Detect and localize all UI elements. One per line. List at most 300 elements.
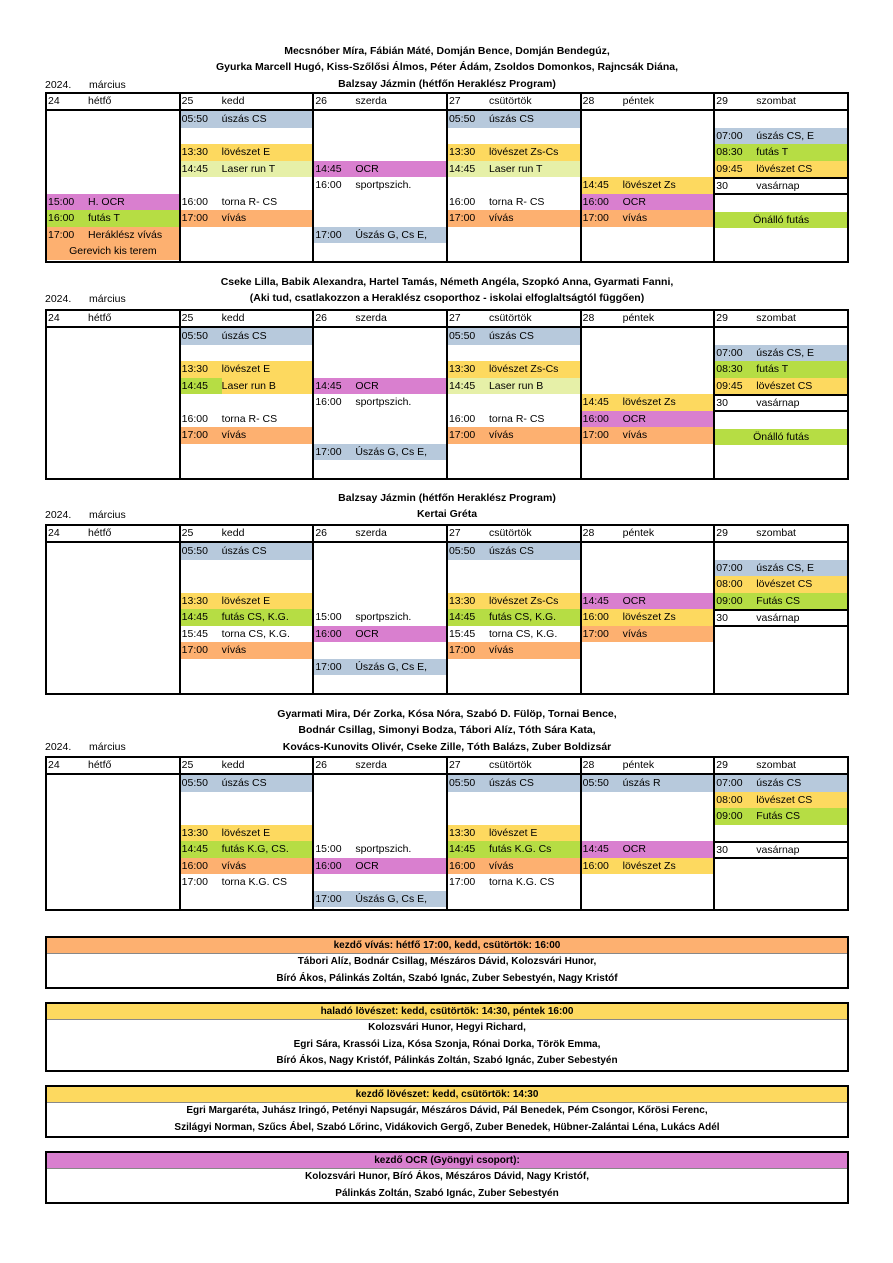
empty-slot xyxy=(314,210,446,227)
entry-time: 16:00 xyxy=(315,396,342,408)
empty-slot xyxy=(181,177,313,194)
empty-slot xyxy=(314,775,446,792)
schedule-entry xyxy=(181,858,313,875)
empty-slot xyxy=(47,593,179,610)
schedule-entry xyxy=(715,345,847,362)
empty-slot xyxy=(715,543,847,560)
schedule-entry xyxy=(715,775,847,792)
day-column-csütörtök xyxy=(447,310,581,479)
empty-slot xyxy=(715,195,847,212)
entry-label: Úszás G, Cs E, xyxy=(355,228,428,241)
schedule-entry xyxy=(314,891,446,908)
schedule-entry xyxy=(448,825,580,842)
day-column-szombat xyxy=(714,525,848,694)
entry-time: 17:00 xyxy=(315,228,342,241)
entry-label: vívás xyxy=(488,859,514,872)
entry-label: lövészet CS xyxy=(756,162,813,175)
day-name: kedd xyxy=(221,312,245,324)
empty-slot xyxy=(181,460,313,477)
schedule-entry xyxy=(448,609,580,626)
empty-slot xyxy=(582,792,714,809)
empty-slot xyxy=(47,891,179,908)
entry-time: 05:50 xyxy=(181,113,208,125)
day-number: 24 xyxy=(48,759,60,771)
empty-slot xyxy=(47,576,179,593)
entry-time: 17:00 xyxy=(181,429,208,441)
entry-label: úszás R xyxy=(622,777,661,789)
entry-label: úszás CS xyxy=(221,330,267,342)
schedule-entry xyxy=(448,210,580,227)
entry-time: 14:45 xyxy=(582,396,609,408)
entry-time: 07:00 xyxy=(716,777,743,789)
empty-slot xyxy=(47,378,179,395)
empty-slot xyxy=(448,659,580,676)
empty-slot xyxy=(582,144,714,161)
empty-slot xyxy=(181,891,313,908)
schedule-entry xyxy=(448,642,580,659)
entry-time: 05:50 xyxy=(582,777,609,789)
entry-time: 09:45 xyxy=(716,162,743,175)
day-number: 28 xyxy=(582,759,595,771)
entry-time: 16:00 xyxy=(582,611,609,623)
empty-slot xyxy=(181,560,313,577)
empty-slot xyxy=(715,245,847,262)
schedule-entry xyxy=(715,144,847,161)
entry-time: 09:00 xyxy=(716,594,743,607)
year-label: 2024. xyxy=(45,509,72,521)
empty-slot xyxy=(448,891,580,908)
empty-slot xyxy=(582,891,714,908)
day-name: kedd xyxy=(221,759,245,771)
day-number: 25 xyxy=(181,95,194,107)
schedule-entry xyxy=(715,792,847,809)
entry-time: 13:30 xyxy=(448,594,476,607)
empty-slot xyxy=(314,593,446,610)
schedule-entry xyxy=(181,825,313,842)
day-number: 28 xyxy=(582,95,595,107)
entry-time: 15:45 xyxy=(448,627,476,640)
day-number: 29 xyxy=(716,95,728,107)
entry-time: 08:00 xyxy=(716,793,743,806)
empty-slot xyxy=(181,675,313,692)
entry-time: 14:45 xyxy=(181,162,208,175)
empty-slot xyxy=(582,642,714,659)
entry-time: 14:45 xyxy=(448,611,476,623)
empty-slot xyxy=(314,576,446,593)
empty-slot xyxy=(448,177,580,194)
entry-time: 05:50 xyxy=(448,330,476,342)
entry-label: Futás CS xyxy=(756,594,801,607)
day-name: péntek xyxy=(622,95,655,107)
day-column-kedd xyxy=(180,757,314,910)
group-title-line: Kertai Gréta xyxy=(416,508,478,521)
day-header xyxy=(582,94,714,111)
empty-slot xyxy=(181,227,313,244)
entry-label: Úszás G, Cs E, xyxy=(355,660,428,673)
day-column-szerda xyxy=(313,93,447,262)
entry-label: sportpszich. xyxy=(355,396,412,408)
day-column-csütörtök xyxy=(447,525,581,694)
day-column-szombat xyxy=(714,93,848,262)
day-number: 26 xyxy=(315,759,327,771)
empty-slot xyxy=(47,609,179,626)
day-number: 24 xyxy=(48,312,60,324)
day-header xyxy=(181,94,313,111)
empty-slot xyxy=(715,677,847,694)
day-column-hétfő xyxy=(46,93,180,262)
schedule-entry xyxy=(181,543,313,560)
group-members-line: Szilágyi Norman, Szűcs Ábel, Szabó Lőrinc, Vidákovich Gergő, Zuber Benedek, Hübner-Zalántai Léna, Lukács Adél xyxy=(174,1121,720,1133)
empty-slot xyxy=(314,328,446,345)
empty-slot xyxy=(715,412,847,429)
empty-slot xyxy=(47,177,179,194)
empty-slot xyxy=(314,825,446,842)
day-number: 25 xyxy=(181,527,194,539)
entry-time: 07:00 xyxy=(716,561,743,574)
year-label: 2024. xyxy=(45,79,72,91)
schedule-entry xyxy=(715,808,847,825)
schedule-entry xyxy=(715,212,847,229)
day-header xyxy=(448,526,580,543)
month-label: március xyxy=(89,509,126,521)
empty-slot xyxy=(314,792,446,809)
empty-slot xyxy=(47,128,179,145)
empty-slot xyxy=(181,243,313,260)
day-number: 24 xyxy=(48,95,60,107)
entry-label: vívás xyxy=(488,429,514,441)
group-members-line: Tábori Alíz, Bodnár Csillag, Mészáros Dávid, Kolozsvári Hunor, xyxy=(297,956,597,967)
day-name: hétfő xyxy=(88,527,112,539)
schedule-entry xyxy=(448,161,580,178)
empty-slot xyxy=(582,874,714,891)
empty-slot xyxy=(47,858,179,875)
empty-slot xyxy=(47,775,179,792)
entry-time: 16:00 xyxy=(448,195,476,208)
schedule-entry xyxy=(448,775,580,792)
schedule-entry xyxy=(181,210,313,227)
entry-time: 17:00 xyxy=(448,212,476,224)
schedule-entry xyxy=(582,210,714,227)
entry-label: torna R- CS xyxy=(488,195,545,208)
entry-time: 15:00 xyxy=(315,611,342,623)
schedule-entry xyxy=(314,227,446,244)
day-name: hétfő xyxy=(88,312,112,324)
entry-label: úszás CS, E xyxy=(756,129,815,142)
day-column-szerda xyxy=(313,310,447,479)
entry-label: lövészet Zs xyxy=(622,859,676,872)
entry-time: 05:50 xyxy=(448,545,476,557)
day-column-péntek xyxy=(581,310,715,479)
empty-slot xyxy=(47,841,179,858)
entry-label: Heráklész vívás xyxy=(88,228,163,241)
schedule-entry xyxy=(582,609,714,626)
empty-slot xyxy=(314,543,446,560)
group-members-line: Kolozsvári Hunor, Hegyi Richard, xyxy=(368,1022,526,1033)
entry-label: futás T xyxy=(756,146,789,158)
empty-slot xyxy=(715,644,847,661)
empty-slot xyxy=(314,144,446,161)
empty-slot xyxy=(314,194,446,211)
entry-time: 14:45 xyxy=(181,378,222,395)
day-number: 25 xyxy=(181,312,194,324)
schedule-entry xyxy=(181,609,313,626)
entry-time: 16:00 xyxy=(315,179,342,191)
empty-slot xyxy=(47,460,179,477)
schedule-entry xyxy=(448,874,580,891)
entry-label: Gerevich kis terem xyxy=(69,245,157,257)
schedule-entry xyxy=(582,858,714,875)
entry-label: úszás CS xyxy=(221,777,267,789)
day-number: 26 xyxy=(315,95,327,107)
empty-slot xyxy=(715,660,847,677)
empty-slot xyxy=(47,659,179,676)
empty-slot xyxy=(181,128,313,145)
schedule-entry xyxy=(181,378,313,395)
entry-label: futás T xyxy=(756,363,789,375)
entry-time: 17:00 xyxy=(48,228,75,241)
entry-time: 13:30 xyxy=(181,594,208,607)
group-header: haladó lövészet: kedd, csütörtök: 14:30, péntek 16:00 xyxy=(47,1004,847,1020)
entry-label: lövészet CS xyxy=(756,793,813,806)
schedule-entry xyxy=(181,161,313,178)
empty-slot xyxy=(181,444,313,461)
entry-time: 08:00 xyxy=(716,578,743,590)
empty-slot xyxy=(715,627,847,644)
entry-label: Önálló futás xyxy=(753,430,810,443)
schedule-entry xyxy=(448,111,580,128)
schedule-entry xyxy=(181,642,313,659)
day-name: hétfő xyxy=(88,95,112,107)
empty-slot xyxy=(47,144,179,161)
day-number: 30 xyxy=(716,844,728,856)
day-number: 29 xyxy=(716,527,728,539)
entry-time: 09:00 xyxy=(716,810,743,822)
schedule-entry xyxy=(448,328,580,345)
entry-label: lövészet E xyxy=(221,363,271,375)
day-column-péntek xyxy=(581,525,715,694)
schedule-entry xyxy=(582,427,714,444)
empty-slot xyxy=(47,874,179,891)
entry-label: vívás xyxy=(221,212,247,224)
entry-label: lövészet Zs-Cs xyxy=(488,594,559,607)
empty-slot xyxy=(448,675,580,692)
group-title-line: Kovács-Kunovits Olivér, Cseke Zille, Tóth Balázs, Zuber Boldizsár xyxy=(282,740,612,753)
empty-slot xyxy=(47,427,179,444)
day-name: csütörtök xyxy=(488,759,532,771)
empty-slot xyxy=(47,825,179,842)
group-title-line: Gyarmati Mira, Dér Zorka, Kósa Nóra, Szabó D. Fülöp, Tornai Bence, xyxy=(277,708,617,720)
group-header: kezdő lövészet: kedd, csütörtök: 14:30 xyxy=(47,1087,847,1103)
schedule-entry xyxy=(448,543,580,560)
entry-time: 16:00 xyxy=(315,859,342,872)
day-name: vasárnap xyxy=(756,612,800,624)
empty-slot xyxy=(715,825,847,842)
entry-time: 05:50 xyxy=(448,777,476,789)
empty-slot xyxy=(582,560,714,577)
entry-time: 16:00 xyxy=(582,412,609,425)
schedule-entry xyxy=(448,858,580,875)
entry-label: torna K.G. CS xyxy=(488,876,555,888)
day-header xyxy=(448,758,580,775)
entry-label: OCR xyxy=(622,195,646,208)
empty-slot xyxy=(448,560,580,577)
day-name: szerda xyxy=(355,95,387,107)
entry-label: vívás xyxy=(221,644,247,656)
entry-time: 13:30 xyxy=(181,826,208,839)
empty-slot xyxy=(314,128,446,145)
schedule-entry xyxy=(582,177,714,194)
day-name: szerda xyxy=(355,527,387,539)
year-label: 2024. xyxy=(45,741,72,753)
entry-label: Úszás G, Cs E, xyxy=(355,892,428,905)
month-label: március xyxy=(89,79,126,91)
empty-slot xyxy=(47,626,179,643)
year-month-label xyxy=(45,740,126,754)
day-header xyxy=(314,311,446,328)
day-column-csütörtök xyxy=(447,757,581,910)
empty-slot xyxy=(314,675,446,692)
empty-slot xyxy=(582,328,714,345)
entry-label: lövészet Zs xyxy=(622,611,676,623)
sunday-header xyxy=(715,609,847,627)
empty-slot xyxy=(47,328,179,345)
schedule-entry xyxy=(448,593,580,610)
empty-slot xyxy=(448,394,580,411)
day-name: péntek xyxy=(622,759,655,771)
day-column-péntek xyxy=(581,757,715,910)
day-column-szombat xyxy=(714,757,848,910)
entry-time: 14:45 xyxy=(582,594,609,607)
empty-slot xyxy=(47,792,179,809)
entry-time: 14:45 xyxy=(582,843,609,855)
day-number: 26 xyxy=(315,312,327,324)
group-title-line: (Aki tud, csatlakozzon a Heraklész csoporthoz - iskolai elfoglaltságtól függően) xyxy=(249,292,645,305)
group-members-line: Egri Margaréta, Juhász Iringó, Petényi Napsugár, Mészáros Dávid, Pál Benedek, Pém Csongor, Kőrösi Ferenc, xyxy=(186,1105,708,1116)
day-header xyxy=(582,758,714,775)
day-column-kedd xyxy=(180,93,314,262)
schedule-entry xyxy=(181,775,313,792)
day-header xyxy=(181,758,313,775)
day-number: 27 xyxy=(448,95,461,107)
empty-slot xyxy=(715,328,847,345)
entry-time: 16:00 xyxy=(181,859,208,872)
day-header xyxy=(47,526,179,543)
empty-slot xyxy=(181,808,313,825)
day-number: 30 xyxy=(716,612,728,624)
day-name: vasárnap xyxy=(756,180,800,192)
entry-label: lövészet E xyxy=(221,146,271,158)
empty-slot xyxy=(582,361,714,378)
week-table xyxy=(45,756,849,911)
empty-slot xyxy=(314,874,446,891)
schedule-entry xyxy=(314,177,446,194)
empty-slot xyxy=(314,427,446,444)
sunday-header xyxy=(715,394,847,412)
entry-time: 05:50 xyxy=(181,330,208,342)
entry-label: vívás xyxy=(221,859,247,872)
entry-time: 14:45 xyxy=(582,179,609,191)
day-name: kedd xyxy=(221,95,245,107)
entry-label: torna R- CS xyxy=(221,412,278,425)
entry-time: 17:00 xyxy=(582,212,609,224)
day-name: kedd xyxy=(221,527,245,539)
empty-slot xyxy=(181,792,313,809)
entry-time: 17:00 xyxy=(448,644,476,656)
empty-slot xyxy=(47,161,179,178)
schedule-entry xyxy=(314,394,446,411)
group-members-line: Bíró Ákos, Nagy Kristóf, Pálinkás Zoltán, Szabó Ignác, Zuber Sebestyén xyxy=(276,1055,618,1066)
entry-time: 17:00 xyxy=(448,876,476,888)
entry-label: futás K.G, CS. xyxy=(221,843,289,855)
group-title-line: Bodnár Csillag, Simonyi Bodza, Tábori Alíz, Tóth Sára Kata, xyxy=(298,724,596,737)
schedule-entry xyxy=(582,394,714,411)
entry-label: OCR xyxy=(622,594,646,607)
entry-label: Futás CS xyxy=(756,810,801,822)
group-members-line: Kolozsvári Hunor, Bíró Ákos, Mészáros Dávid, Nagy Kristóf, xyxy=(305,1171,589,1182)
entry-label: Laser run T xyxy=(221,162,276,175)
day-header xyxy=(715,758,847,775)
entry-label: torna K.G. CS xyxy=(221,876,288,888)
entry-time: 13:30 xyxy=(448,363,476,375)
empty-slot xyxy=(582,444,714,461)
day-number: 30 xyxy=(716,180,728,192)
empty-slot xyxy=(582,675,714,692)
entry-label: torna CS, K.G. xyxy=(221,627,290,640)
schedule-entry xyxy=(715,593,847,610)
empty-slot xyxy=(314,345,446,362)
year-month-label xyxy=(45,508,126,522)
empty-slot xyxy=(715,111,847,128)
entry-label: OCR xyxy=(622,412,646,425)
empty-slot xyxy=(47,642,179,659)
entry-label: vívás xyxy=(622,627,648,640)
schedule-entry xyxy=(181,144,313,161)
empty-slot xyxy=(448,444,580,461)
schedule-entry xyxy=(448,626,580,643)
empty-slot xyxy=(314,361,446,378)
empty-slot xyxy=(47,808,179,825)
sunday-header xyxy=(715,841,847,859)
year-month-label xyxy=(45,78,126,92)
entry-label: OCR xyxy=(355,379,379,392)
day-column-péntek xyxy=(581,93,715,262)
schedule-entry xyxy=(181,328,313,345)
empty-slot xyxy=(314,411,446,428)
empty-slot xyxy=(582,128,714,145)
empty-slot xyxy=(448,345,580,362)
entry-label: vívás xyxy=(488,212,514,224)
empty-slot xyxy=(582,659,714,676)
schedule-entry xyxy=(181,626,313,643)
entry-time: 14:45 xyxy=(448,162,476,175)
entry-label: H. OCR xyxy=(88,195,125,208)
day-header xyxy=(715,526,847,543)
day-number: 27 xyxy=(448,759,461,771)
entry-time: 17:00 xyxy=(582,627,609,640)
day-name: csütörtök xyxy=(488,312,532,324)
empty-slot xyxy=(448,792,580,809)
schedule-entry xyxy=(448,361,580,378)
schedule-entry xyxy=(47,243,179,260)
entry-time: 16:00 xyxy=(582,195,609,208)
empty-slot xyxy=(448,576,580,593)
empty-slot xyxy=(715,445,847,462)
day-header xyxy=(47,758,179,775)
entry-time: 17:00 xyxy=(315,892,342,905)
day-column-szerda xyxy=(313,525,447,694)
schedule-entry xyxy=(582,841,714,858)
entry-time: 08:30 xyxy=(716,146,743,158)
